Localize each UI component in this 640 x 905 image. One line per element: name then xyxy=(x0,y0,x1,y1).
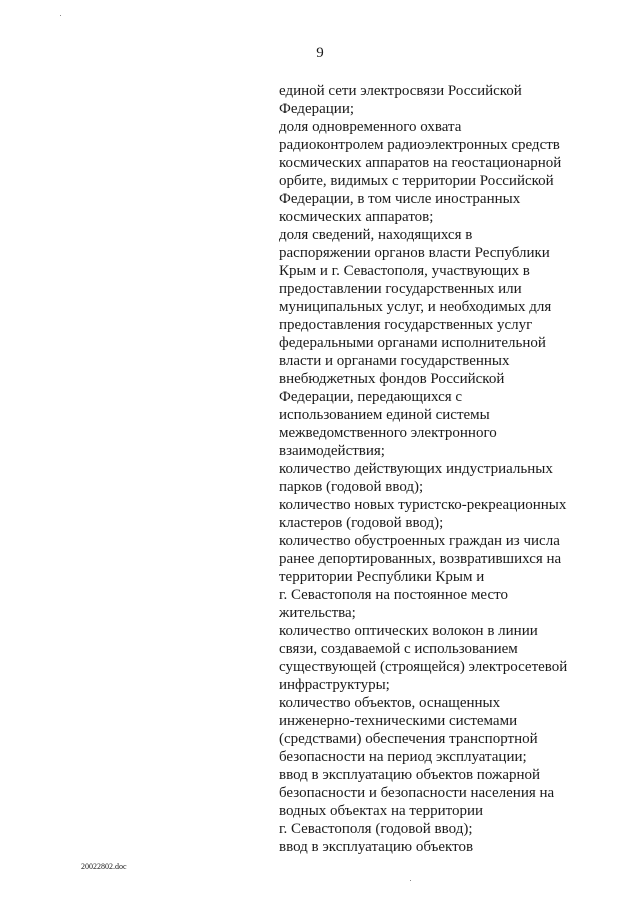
body-text xyxy=(279,82,579,856)
text-line: межведомственного электронного xyxy=(279,425,497,441)
text-line: доля сведений, находящихся в xyxy=(279,227,473,243)
text-line: инфраструктуры; xyxy=(279,677,390,693)
text-line: парков (годовой ввод); xyxy=(279,479,424,495)
text-line: количество действующих индустриальных xyxy=(279,461,553,477)
text-line: взаимодействия; xyxy=(279,443,385,459)
file-name-footer: 20022802.doc xyxy=(81,862,127,871)
text-line: муниципальных услуг, и необходимых для xyxy=(279,299,552,315)
text-line: Федерации; xyxy=(279,101,355,117)
text-line: космических аппаратов; xyxy=(279,209,434,225)
text-line: предоставления государственных услуг xyxy=(279,317,533,333)
text-line: существующей (строящейся) электросетевой xyxy=(279,659,568,675)
text-line: количество объектов, оснащенных xyxy=(279,695,501,711)
text-line: Федерации, в том числе иностранных xyxy=(279,191,521,207)
scan-speck xyxy=(410,880,411,881)
text-line: водных объектах на территории xyxy=(279,803,484,819)
text-line: ранее депортированных, возвратившихся на xyxy=(279,551,562,567)
text-line: доля одновременного охвата xyxy=(279,119,462,135)
text-line: ввод в эксплуатацию объектов xyxy=(279,839,474,855)
text-line: количество оптических волокон в линии xyxy=(279,623,538,639)
text-line: радиоконтролем радиоэлектронных средств xyxy=(279,137,560,153)
text-line: космических аппаратов на геостационарной xyxy=(279,155,562,171)
text-line: жительства; xyxy=(279,605,356,621)
text-line: ввод в эксплуатацию объектов пожарной xyxy=(279,767,541,783)
text-line: федеральными органами исполнительной xyxy=(279,335,546,351)
text-line: инженерно-техническими системами xyxy=(279,713,518,729)
text-line: количество обустроенных граждан из числа xyxy=(279,533,560,549)
text-line: кластеров (годовой ввод); xyxy=(279,515,444,531)
text-line: Крым и г. Севастополя, участвующих в xyxy=(279,263,530,279)
text-line: г. Севастополя (годовой ввод); xyxy=(279,821,473,837)
text-line: орбите, видимых с территории Российской xyxy=(279,173,554,189)
text-line: распоряжении органов власти Республики xyxy=(279,245,550,261)
text-line: власти и органами государственных xyxy=(279,353,510,369)
text-line: Федерации, передающихся с xyxy=(279,389,463,405)
page-number: 9 xyxy=(316,45,324,61)
text-line: использованием единой системы xyxy=(279,407,490,423)
text-line: связи, создаваемой с использованием xyxy=(279,641,518,657)
text-line: единой сети электросвязи Российской xyxy=(279,83,522,99)
text-line: количество новых туристско-рекреационных xyxy=(279,497,567,513)
text-line: г. Севастополя на постоянное место xyxy=(279,587,508,603)
text-line: территории Республики Крым и xyxy=(279,569,485,585)
text-line: предоставлении государственных или xyxy=(279,281,522,297)
text-line: (средствами) обеспечения транспортной xyxy=(279,731,538,747)
text-line: внебюджетных фондов Российской xyxy=(279,371,505,387)
text-line: безопасности и безопасности населения на xyxy=(279,785,555,801)
text-line: безопасности на период эксплуатации; xyxy=(279,749,527,765)
scan-speck xyxy=(60,15,61,16)
